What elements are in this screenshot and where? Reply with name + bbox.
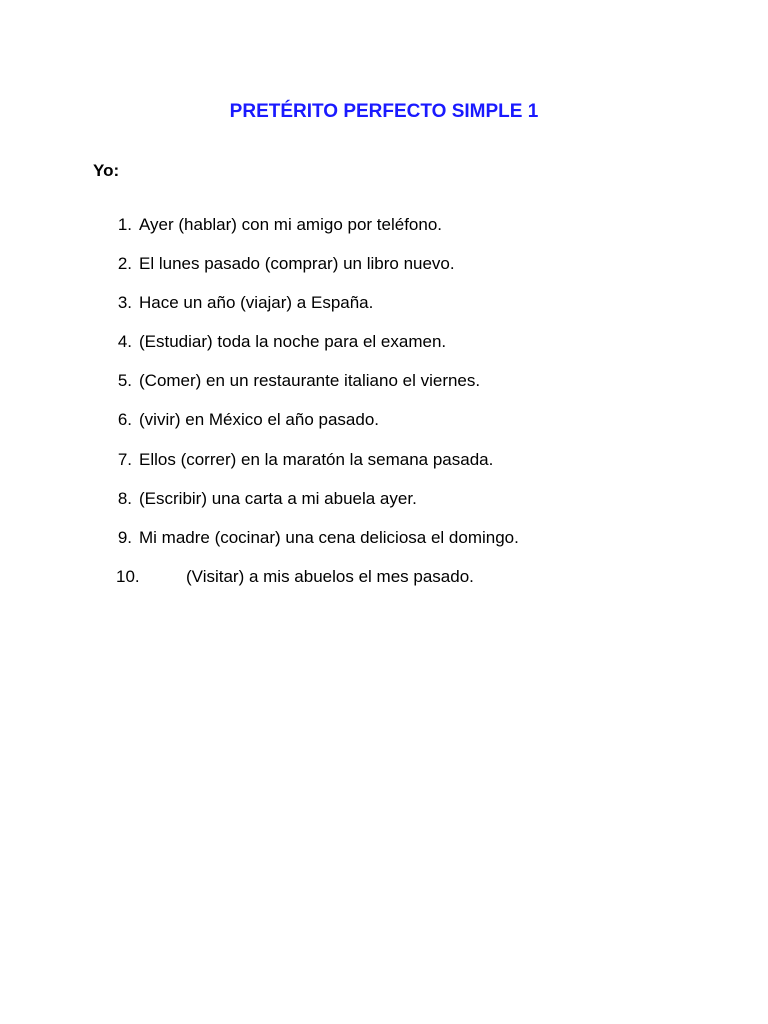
list-item	[0, 566, 768, 605]
exercise-text: Mi madre (cocinar) una cena deliciosa el domingo.	[139, 527, 519, 547]
exercise-text: El lunes pasado (comprar) un libro nuevo.	[139, 254, 455, 274]
exercise-text: Ayer (hablar) con mi amigo por teléfono.	[139, 215, 443, 234]
exercise-text: Ellos (correr) en la maratón la semana pasada.	[139, 449, 494, 469]
exercise-text: Hace un año (viajar) a España.	[139, 293, 374, 313]
list-item	[0, 527, 768, 566]
exercise-list	[0, 214, 768, 605]
exercise-number: 4.	[117, 332, 132, 352]
exercise-number: 5.	[117, 371, 132, 391]
exercise-number: 6.	[117, 410, 132, 430]
list-item	[0, 409, 768, 448]
exercise-number: 7.	[117, 449, 132, 469]
exercise-text: (Comer) en un restaurante italiano el viernes.	[139, 371, 481, 391]
list-item	[0, 331, 768, 370]
list-item	[0, 253, 768, 292]
list-item	[0, 292, 768, 331]
list-item	[0, 488, 768, 527]
exercise-number: 2.	[117, 254, 132, 274]
exercise-number: 10.	[116, 566, 140, 586]
exercise-number: 1.	[117, 215, 132, 234]
page-title: PRETÉRITO PERFECTO SIMPLE 1	[229, 101, 539, 122]
exercise-number: 8.	[117, 488, 132, 508]
exercise-text: (Estudiar) toda la noche para el examen.	[139, 332, 447, 352]
exercise-text: (vivir) en México el año pasado.	[139, 410, 380, 430]
exercise-number: 9.	[117, 527, 132, 547]
subject-label: Yo:	[93, 161, 120, 180]
list-item	[0, 449, 768, 488]
exercise-number: 3.	[117, 293, 132, 313]
exercise-text: (Visitar) a mis abuelos el mes pasado.	[186, 566, 474, 586]
exercise-text: (Escribir) una carta a mi abuela ayer.	[139, 488, 417, 508]
list-item	[0, 214, 768, 253]
list-item	[0, 370, 768, 409]
